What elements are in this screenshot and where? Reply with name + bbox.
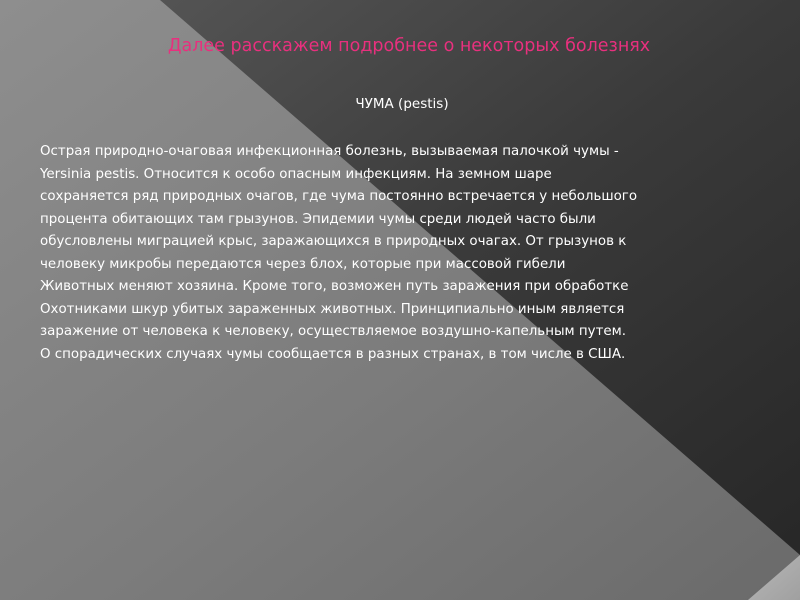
slide-subtitle: ЧУМА (pestis) (355, 96, 449, 112)
paragraph-line: Острая природно-очаговая инфекционная болезнь, вызываемая палочкой чумы - (40, 144, 619, 159)
paragraph-line: Охотниками шкур убитых зараженных животных. Принципиально иным является (40, 301, 625, 317)
paragraph-line: человеку микробы передаются через блох, которые при массовой гибели (40, 256, 566, 272)
slide-title: Далее расскажем подробнее о некоторых болезнях (167, 36, 651, 56)
paragraph-line: обусловлены миграцией крыс, заражающихся в природных очагах. От грызунов к (40, 234, 627, 249)
paragraph-line: О спорадических случаях чумы сообщается в разных странах, в том числе в США. (40, 346, 626, 362)
paragraph-line: процента обитающих там грызунов. Эпидемии чумы среди людей часто были (40, 211, 596, 227)
paragraph-line: Yersinia pestis. Относится к особо опасным инфекциям. На земном шаре (40, 166, 552, 182)
slide-body-text (40, 143, 765, 368)
paragraph-line: Животных меняют хозяина. Кроме того, возможен путь заражения при обработке (40, 279, 629, 294)
paragraph-line: сохраняется ряд природных очагов, где чума постоянно встречается у небольшого (40, 189, 638, 204)
paragraph-line: заражение от человека к человеку, осуществляемое воздушно-капельным путем. (40, 324, 626, 339)
